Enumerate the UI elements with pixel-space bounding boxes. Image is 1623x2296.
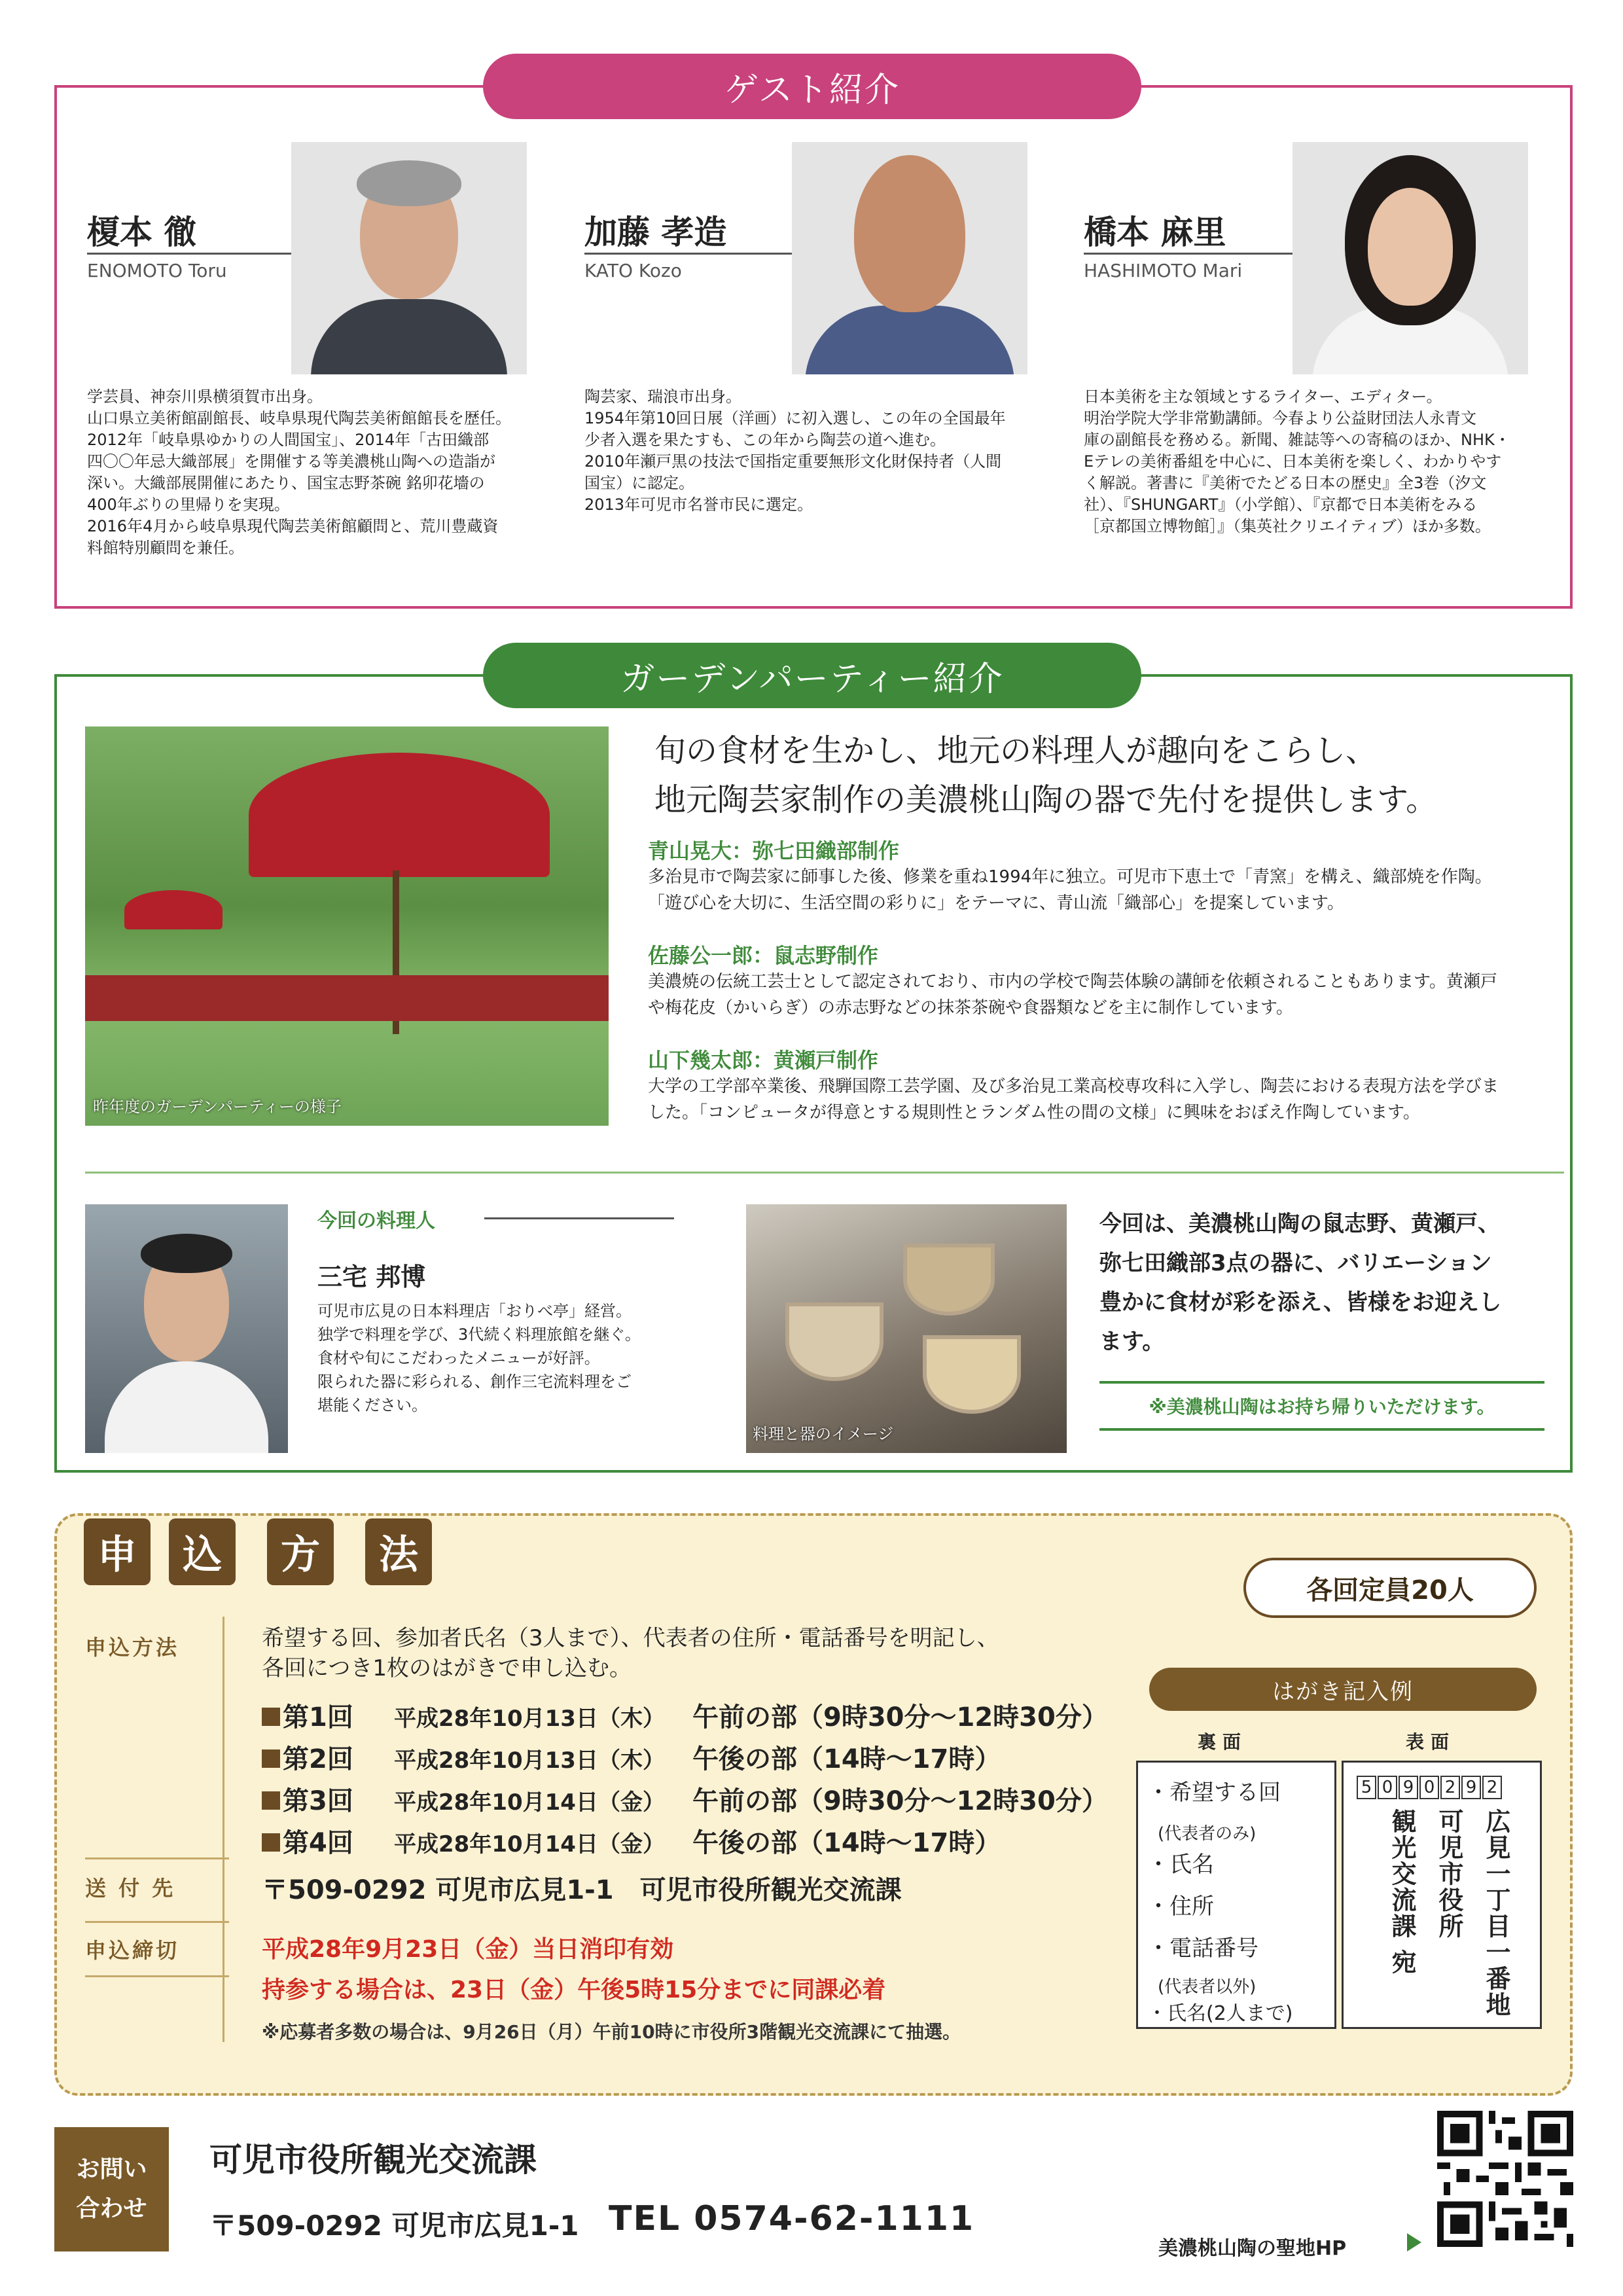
application-title-char: 法 (365, 1518, 432, 1585)
artist-description (648, 969, 1551, 1021)
square-bullet-icon (262, 1708, 280, 1726)
kimono-shape (805, 306, 1014, 374)
bio-line: 山口県立美術館副館長、岐阜県現代陶芸美術館館長を歴任。 (87, 409, 511, 427)
face-shape (854, 155, 965, 312)
guest-portrait-photo (1293, 142, 1528, 374)
session-date: 平成28年10月14日（金） (394, 1831, 665, 1857)
session-number: 第4回 (283, 1828, 353, 1858)
lottery-note: ※応募者多数の場合は、9月26日（月）午前10時に市役所3階観光交流課にて抽選。 (262, 2021, 961, 2043)
headline-line: 地元陶芸家制作の美濃桃山陶の器で先付を提供します。 (654, 781, 1438, 818)
row-divider (85, 1975, 229, 1977)
bench-cloth (85, 975, 609, 1021)
guest-bio (1084, 386, 1510, 537)
square-bullet-icon (262, 1749, 280, 1768)
bio-line: 2010年瀬戸黒の技法で国指定重要無形文化財保持者（人間 (584, 452, 1002, 471)
takehome-note: ※美濃桃山陶はお持ち帰りいただけます。 (1099, 1381, 1544, 1431)
zip-digit: 9 (1399, 1776, 1418, 1799)
photo-caption: 料理と器のイメージ (753, 1425, 894, 1443)
party-headline (654, 726, 1558, 825)
postcard-example-title: はがき記入例 (1149, 1668, 1537, 1711)
session-date: 平成28年10月13日（木） (394, 1706, 665, 1732)
inquiry-label (54, 2127, 169, 2251)
postcard-field-note: (代表者のみ) (1158, 1824, 1257, 1844)
postcard-back-label: 裏面 (1198, 1731, 1248, 1753)
guest-romaji: HASHIMOTO Mari (1084, 253, 1293, 281)
column-divider (223, 1617, 224, 2042)
bio-line: 日本美術を主な領域とするライター、エディター。 (1084, 387, 1442, 406)
zip-digit: 0 (1419, 1776, 1439, 1799)
session-row (262, 1696, 1108, 1732)
bio-line: 深い。大織部展開催にあたり、国宝志野茶碗 銘卯花墻の (87, 474, 485, 492)
photo-caption: 昨年度のガーデンパーティーの様子 (93, 1098, 342, 1116)
bio-line: く解説。著書に『美術でたどる日本の歴史』全3巻（汐文 (1084, 474, 1487, 492)
intro-line: 希望する回、参加者氏名（3人まで）、代表者の住所・電話番号を明記し、 (262, 1625, 999, 1651)
postcard-field: ・住所 (1147, 1893, 1214, 1920)
desc-line: 「遊び心を大切に、生活空間の彩りに」をテーマに、青山流「織部心」を提案しています。 (648, 893, 1344, 913)
row-label-method: 申込方法 (85, 1635, 180, 1660)
arrow-right-icon (1407, 2233, 1421, 2251)
artist-name: 佐藤公一郎：鼠志野制作 (648, 943, 879, 968)
session-number: 第2回 (283, 1744, 353, 1774)
bio-line: 堪能ください。 (317, 1396, 427, 1414)
deadline-in-person: 持参する場合は、23日（金）午後5時15分までに同課必着 (262, 1977, 886, 2003)
chef-name: 三宅 邦博 (317, 1263, 426, 1291)
guest-name: 榎本 徹 (87, 213, 197, 251)
capacity-badge: 各回定員20人 (1243, 1558, 1537, 1618)
application-instructions (262, 1623, 999, 1683)
session-number: 第1回 (283, 1702, 353, 1732)
bio-line: ［京都国立博物館］』（集英社クリエイティブ）ほか多数。 (1084, 517, 1491, 535)
zip-digit: 5 (1357, 1776, 1376, 1799)
contact-address: 〒509-0292 可児市広見1-1 (209, 2210, 579, 2242)
artist-description (648, 864, 1551, 916)
garden-party-photo (85, 726, 609, 1126)
bio-line: 料館特別顧問を兼任。 (87, 539, 244, 557)
bio-line: 2016年4月から岐阜県現代陶芸美術館顧問と、荒川豊蔵資 (87, 517, 499, 535)
desc-line: 豊かに食材が彩を添え、皆様をお迎えし (1099, 1289, 1502, 1316)
label-rule (484, 1217, 674, 1219)
guest-romaji: KATO Kozo (584, 253, 794, 281)
postcard-field: ・氏名 (1147, 1852, 1214, 1878)
zip-digit: 9 (1461, 1776, 1481, 1799)
artist-name: 青山晃大：弥七田織部制作 (648, 838, 900, 863)
chef-portrait-photo (85, 1204, 288, 1453)
application-title-char: 込 (169, 1518, 236, 1585)
square-bullet-icon (262, 1833, 280, 1852)
chef-coat-shape (105, 1361, 268, 1453)
bio-line: 1954年第10回日展（洋画）に初入選し、この年の全国最年 (584, 409, 1006, 427)
hair-shape (357, 160, 461, 206)
guest-section-title: ゲスト紹介 (483, 54, 1141, 119)
bio-line: 可児市広見の日本料理店「おりべ亭」経営。 (317, 1302, 632, 1320)
contact-organization: 可児市役所観光交流課 (209, 2141, 537, 2179)
session-period: 午前の部（9時30分～12時30分） (692, 1702, 1108, 1732)
guest-name: 加藤 孝造 (584, 213, 727, 251)
bio-line: 庫の副館長を務める。新聞、雑誌等への寄稿のほか、NHK・ (1084, 431, 1510, 449)
qr-code-icon[interactable] (1437, 2111, 1573, 2247)
intro-line: 各回につき1枚のはがきで申し込む。 (262, 1655, 632, 1681)
postal-code-boxes (1357, 1776, 1502, 1799)
postcard-back (1136, 1761, 1336, 2029)
postcard-front-label: 表面 (1406, 1731, 1456, 1753)
desc-line: ます。 (1099, 1329, 1165, 1355)
bio-line: 少者入選を果たすも、この年から陶芸の道へ進む。 (584, 431, 946, 449)
row-divider (85, 1857, 229, 1859)
postcard-field: ・氏名(2人まで) (1147, 2002, 1293, 2025)
inquiry-label-line: お問い (76, 2156, 147, 2183)
bio-line: 400年ぶりの里帰りを実現。 (87, 495, 290, 514)
guest-name: 橋本 麻里 (1084, 213, 1226, 251)
session-period: 午後の部（14時～17時） (692, 1828, 1001, 1858)
bowl-shape (923, 1335, 1021, 1414)
session-period: 午前の部（9時30分～12時30分） (692, 1786, 1108, 1816)
session-date: 平成28年10月13日（木） (394, 1748, 665, 1774)
dish-description (1099, 1204, 1558, 1361)
session-row (262, 1822, 1001, 1857)
bowl-shape (903, 1244, 995, 1316)
inquiry-label-line: 合わせ (76, 2195, 147, 2222)
square-bullet-icon (262, 1791, 280, 1810)
face-shape (1368, 188, 1453, 306)
postcard-field: ・電話番号 (1147, 1935, 1258, 1962)
session-row (262, 1738, 1001, 1774)
guest-portrait-photo (792, 142, 1027, 374)
hair-shape (141, 1234, 232, 1273)
bio-line: 陶芸家、瑞浪市出身。 (584, 387, 741, 406)
red-umbrella-shape (249, 753, 550, 877)
zip-digit: 2 (1440, 1776, 1460, 1799)
bio-line: 食材や旬にこだわったメニューが好評。 (317, 1349, 600, 1367)
headline-line: 旬の食材を生かし、地元の料理人が趣向をこらし、 (654, 732, 1378, 769)
bio-line: 明治学院大学非常勤講師。今春より公益財団法人永青文 (1084, 409, 1476, 427)
bio-line: 2012年「岐阜県ゆかりの人間国宝」、2014年「古田織部 (87, 431, 490, 449)
contact-phone: TEL 0574-62-1111 (609, 2199, 975, 2238)
deadline-postmark: 平成28年9月23日（金）当日消印有効 (262, 1936, 674, 1963)
postcard-address-line: 可児市役所 (1435, 1808, 1463, 1939)
bio-line: 社）、『SHUNGART』（小学館）、『京都で日本美術をみる (1084, 495, 1478, 514)
postcard-front (1342, 1761, 1542, 2029)
artist-name: 山下幾太郎：黄瀬戸制作 (648, 1048, 879, 1073)
jacket-shape (311, 299, 507, 374)
session-period: 午後の部（14時～17時） (692, 1744, 1001, 1774)
chef-label: 今回の料理人 (317, 1210, 435, 1232)
bio-line: 学芸員、神奈川県横須賀市出身。 (87, 387, 323, 406)
desc-line: や梅花皮（かいらぎ）の赤志野などの抹茶茶碗や食器類などを主に制作しています。 (648, 998, 1293, 1018)
mailing-address: 〒509-0292 可児市広見1-1 可児市役所観光交流課 (262, 1875, 902, 1905)
website-link[interactable]: 美濃桃山陶の聖地HP (1158, 2237, 1347, 2260)
bowl-shape (785, 1302, 883, 1381)
party-section-title: ガーデンパーティー紹介 (483, 643, 1141, 708)
desc-line: 美濃焼の伝統工芸士として認定されており、市内の学校で陶芸体験の講師を依頼されることもあります。黄瀬戸 (648, 972, 1497, 992)
bio-line: 2013年可児市名誉市民に選定。 (584, 495, 813, 514)
bio-line: 独学で料理を学び、3代続く料理旅館を継ぐ。 (317, 1325, 641, 1344)
application-title-char: 申 (84, 1518, 151, 1585)
bio-line: Eテレの美術番組を中心に、日本美術を楽しく、わかりやす (1084, 452, 1502, 471)
artist-description (648, 1073, 1551, 1126)
guest-romaji: ENOMOTO Toru (87, 253, 296, 281)
zip-digit: 2 (1482, 1776, 1502, 1799)
desc-line: 大学の工学部卒業後、飛騨国際工芸学園、及び多治見工業高校専攻科に入学し、陶芸における表現方法を学びま (648, 1077, 1499, 1096)
postcard-address-line: 広見一丁目一番地 (1482, 1808, 1510, 2018)
desc-line: 今回は、美濃桃山陶の鼠志野、黄瀬戸、 (1099, 1211, 1500, 1237)
desc-line: 弥七田織部3点の器に、バリエーション (1099, 1250, 1492, 1276)
guest-bio (87, 386, 511, 559)
chef-bio (317, 1299, 641, 1417)
row-divider (85, 1921, 229, 1923)
guest-portrait-photo (291, 142, 527, 374)
bio-line: 国宝）に認定。 (584, 474, 694, 492)
application-title-char: 方 (267, 1518, 334, 1585)
row-label-destination: 送 付 先 (85, 1876, 176, 1901)
desc-line: 多治見市で陶芸家に師事した後、修業を重ね1994年に独立。可児市下恵土で「青窯」を構え、織部焼を作陶。 (648, 867, 1492, 887)
session-date: 平成28年10月14日（金） (394, 1789, 665, 1816)
row-label-deadline: 申込締切 (85, 1938, 180, 1963)
postcard-address-line: 観光交流課 宛 (1387, 1808, 1416, 1976)
desc-line: した。「コンピュータが得意とする規則性とランダム性の間の文様」に興味をおぼえ作陶しています。 (648, 1103, 1420, 1122)
postcard-field: ・希望する回 (1147, 1780, 1281, 1806)
zip-digit: 0 (1378, 1776, 1397, 1799)
bio-line: 四〇〇年忌大織部展」を開催する等美濃桃山陶への造詣が (87, 452, 495, 471)
session-number: 第3回 (283, 1786, 353, 1816)
session-row (262, 1780, 1108, 1816)
section-divider (85, 1172, 1564, 1174)
postcard-field-note: (代表者以外) (1158, 1977, 1257, 1997)
guest-bio (584, 386, 1006, 516)
dish-photo (746, 1204, 1067, 1453)
red-umbrella-shape (124, 890, 223, 929)
bio-line: 限られた器に彩られる、創作三宅流料理をご (317, 1372, 632, 1391)
